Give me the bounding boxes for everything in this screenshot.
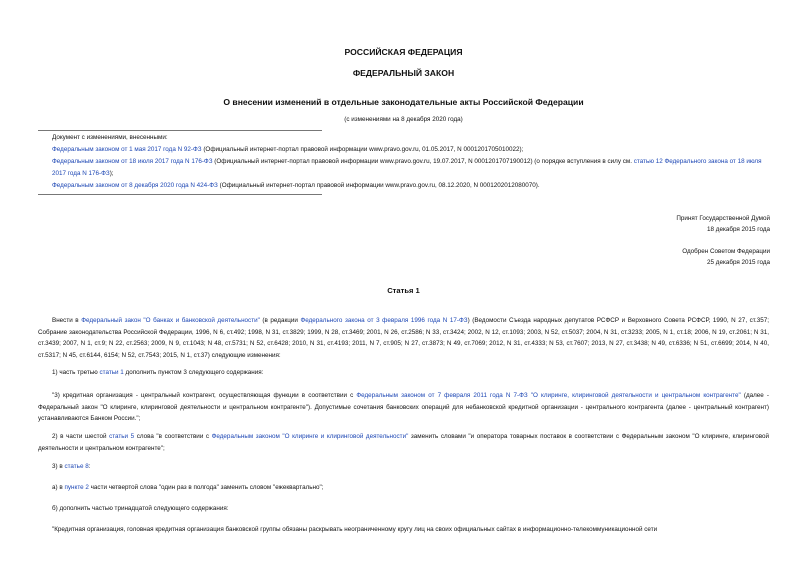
article-title: Статья 1 [387,286,420,295]
divider-bottom [38,194,322,195]
banks-law-link[interactable]: Федеральный закон "О банках и банковской деятельности" [81,317,260,324]
p3-text-b: (далее - Федеральный закон "О клиринге, клиринговой деятельности и центральном контрагенте"). Допустимые сочетания банковских операций для небанковской кредитной организации - центрального контрагента (далее - центральный контрагент) устанавливаются Банком России."; [38,392,769,422]
article-paragraph-1 [38,315,769,361]
clause-2-link[interactable]: пункте 2 [64,484,89,491]
amendment-2-text: (Официальный интернет-портал правовой информации www.pravo.gov.ru, 19.07.2017, N 0001201707190012) (о порядке вступления в силу см. [212,158,634,165]
p5-text-b: : [88,463,91,470]
council-line-2: 25 декабря 2015 года [707,259,770,266]
p6-text-b: части четвертой слова "один раз в полгода" заменить словом "ежеквартально"; [88,484,324,491]
document-title: О внесении изменений в отдельные законодательные акты Российской Федерации [223,97,584,107]
p2-text-b: дополнить пунктом 3 следующего содержания: [123,369,264,376]
article-paragraph-4 [38,431,769,454]
law-17fz-link[interactable]: Федерального закона от 3 февраля 1996 года N 17-ФЗ [300,317,468,324]
amendment-1-text: (Официальный интернет-портал правовой информации www.pravo.gov.ru, 01.05.2017, N 0001201705010022); [201,146,524,153]
changes-note: (с изменениями на 8 декабря 2020 года) [344,116,463,123]
amendment-1-link[interactable]: Федеральным законом от 1 мая 2017 года N 92-ФЗ [52,146,202,153]
duma-line-1: Принят Государственной Думой [676,215,770,222]
country-heading: РОССИЙСКАЯ ФЕДЕРАЦИЯ [344,47,463,57]
article-paragraph-5 [38,461,769,473]
council-line-1: Одобрен Советом Федерации [682,248,770,255]
p5-text-a: 3) в [52,463,65,470]
p1-text-c: ) (Ведомости Съезда народных депутатов РСФСР и Верховного Совета РСФСР, 1990, N 27, ст.357; Собрание законодательства Российской Федерации, 1996, N 6, ст.492; 1998, N 31, ст.3829; 1999, N 28, ст.3469; 2001, N 26, ст.2586; N 33, ст.3424; 2002, N 12, ст.1093; 2003, N 52, ст.5037; 2004, N 31, ст.3233; 2005, N 1, ст.18; 2006, N 19, ст.2061; N 31, ст.3439; 2007, N 1, ст.9; N 22, ст.2563; 2009, N 9, ст.1043; N 48, ст.5731; N 52, ст.6428; 2010, N 31, ст.4193; 2011, N 7, ст.905; N 27, ст.3873; N 49, ст.7069; 2012, N 31, ст.4333; N 53, ст.7607; 2013, N 27, ст.3438; N 49, ст.6336; N 51, ст.6699; 2014, N 40, ст.5317; N 45, ст.6144, 6154; N 52, ст.7543; 2015, N 1, ст.37) следующие изменения: [38,317,769,359]
p4-text-b: слова "в соответствии с [134,433,212,440]
amendment-2-link[interactable]: Федеральным законом от 18 июля 2017 года N 176-ФЗ [52,158,213,165]
amendment-2 [52,156,772,180]
amendment-2-end: ); [109,170,114,177]
clearing-activity-law-link[interactable]: Федеральным законом "О клиринге и клиринговой деятельности" [211,433,409,440]
p4-text-a: 2) в части шестой [52,433,110,440]
article-1-link[interactable]: статьи 1 [99,369,124,376]
amendment-1 [52,144,772,156]
amendment-2-article-link[interactable]: статью 12 Федерального закона от 18 июля 2017 года N 176-ФЗ [52,158,762,177]
law-type-heading: ФЕДЕРАЛЬНЫЙ ЗАКОН [352,68,455,78]
p3-text-a: "3) кредитная организация - центральный контрагент, осуществляющая функции в соответствии с [52,392,357,399]
clearing-law-link[interactable]: Федеральным законом от 7 февраля 2011 года N 7-ФЗ "О клиринге, клиринговой деятельности и центральном контрагенте" [356,392,741,399]
p4-text-c: заменить словами "и оператора товарных поставок в соответствии с Федеральным законом "О клиринге, клиринговой деятельности и центральном контрагенте"; [38,433,769,452]
amendment-3 [52,180,772,192]
article-paragraph-6 [38,482,769,494]
amendments-block [52,132,772,192]
p1-text-a: Внести в [52,317,82,324]
divider-top [38,130,322,131]
duma-line-2: 18 декабря 2015 года [707,226,770,233]
p6-text-a: а) в [52,484,65,491]
article-paragraph-8: "Кредитная организация, головная кредитная организация банковской группы обязаны раскрывать неограниченному кругу лиц на своих официальных сайтах в информационно-телекоммуникационной сети [52,526,658,533]
article-5-link[interactable]: статьи 5 [109,433,135,440]
amendments-intro: Документ с изменениями, внесенными: [52,134,168,141]
article-8-link[interactable]: статье 8 [64,463,89,470]
p2-text-a: 1) часть третью [52,369,100,376]
article-paragraph-3 [38,390,769,425]
council-approval [682,246,770,268]
amendment-3-text: (Официальный интернет-портал правовой информации www.pravo.gov.ru, 08.12.2020, N 0001202012080070). [217,182,540,189]
article-paragraph-7: б) дополнить частью тринадцатой следующего содержания: [52,505,229,512]
amendment-3-link[interactable]: Федеральным законом от 8 декабря 2020 года N 424-ФЗ [52,182,218,189]
article-paragraph-2 [38,367,769,379]
duma-adoption [676,213,770,235]
p1-text-b: (в редакции [259,317,301,324]
